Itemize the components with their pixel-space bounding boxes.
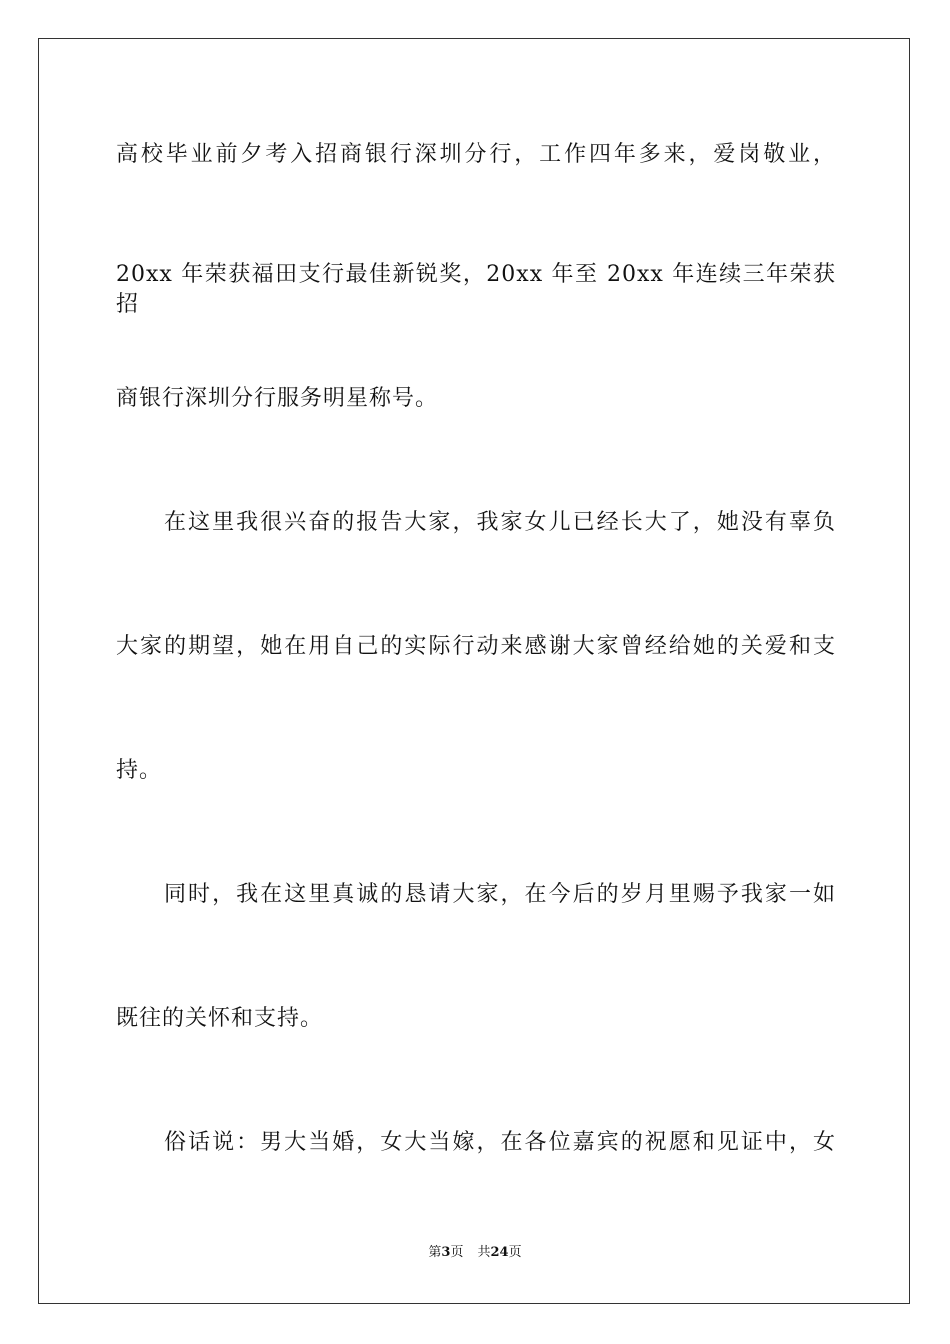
text-line: 既往的关怀和支持。 bbox=[116, 1006, 324, 1031]
total-pages: 24 bbox=[490, 1245, 509, 1260]
text-line: 大家的期望，她在用自己的实际行动来感谢大家曾经给她的关爱和支 bbox=[116, 634, 836, 659]
text-line: 高校毕业前夕考入招商银行深圳分行，工作四年多来，爱岗敬业， bbox=[116, 142, 836, 167]
page-number: 3 bbox=[441, 1245, 451, 1260]
text-line: 同时，我在这里真诚的恳请大家，在今后的岁月里赐予我家一如 bbox=[164, 882, 836, 907]
page-border bbox=[38, 38, 910, 1304]
total-suffix: 页 bbox=[508, 1245, 522, 1260]
text-line: 商银行深圳分行服务明星称号。 bbox=[116, 386, 439, 411]
page-prefix: 第 bbox=[428, 1245, 442, 1260]
text-line: 俗话说：男大当婚，女大当嫁，在各位嘉宾的祝愿和见证中，女 bbox=[164, 1130, 836, 1155]
text-line: 持。 bbox=[116, 758, 163, 783]
text-line: 20xx 年荣获福田支行最佳新锐奖，20xx 年至 20xx 年连续三年荣获招 bbox=[116, 262, 836, 317]
total-prefix: 共 bbox=[477, 1245, 491, 1260]
text-line: 在这里我很兴奋的报告大家，我家女儿已经长大了，她没有辜负 bbox=[164, 510, 836, 535]
page-footer bbox=[0, 1244, 950, 1262]
page-suffix: 页 bbox=[450, 1245, 464, 1260]
